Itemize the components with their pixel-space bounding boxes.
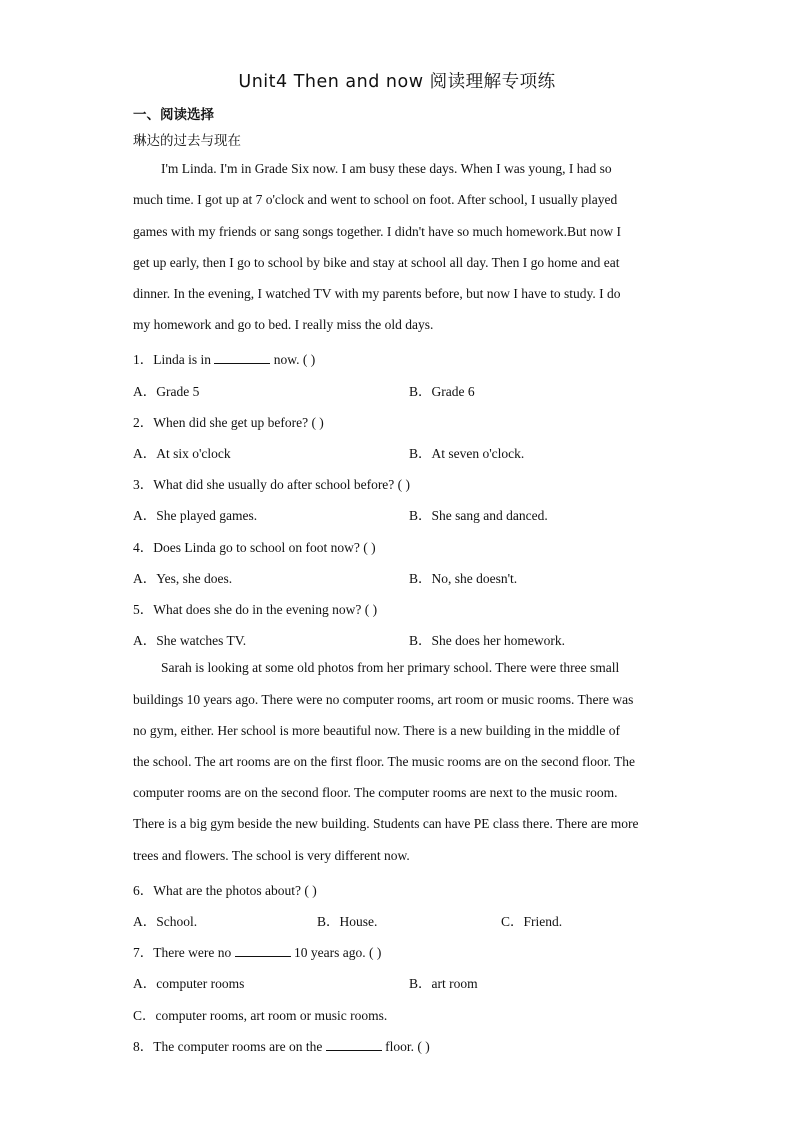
option-a: A．Yes, she does. — [133, 571, 233, 586]
option-b: B．She does her homework. — [409, 633, 565, 648]
question-1 — [133, 348, 315, 368]
page-title: Unit4 Then and now 阅读理解专项练 — [238, 72, 556, 92]
passage2-line: Sarah is looking at some old photos from her primary school. There were three small — [161, 660, 620, 675]
question-2: 2．When did she get up before? ( ) — [133, 415, 324, 430]
option-a: A．She watches TV. — [133, 633, 247, 648]
passage1-line: much time. I got up at 7 o'clock and went to school on foot. After school, I usually played — [133, 192, 618, 207]
option-a: A．computer rooms — [133, 976, 245, 991]
option-a: A．She played games. — [133, 508, 258, 523]
option-c: C．computer rooms, art room or music rooms. — [133, 1008, 388, 1023]
option-b: B．Grade 6 — [409, 384, 475, 399]
option-a: A．Grade 5 — [133, 384, 200, 399]
question-5: 5．What does she do in the evening now? ( ) — [133, 602, 378, 617]
answer-blank[interactable] — [326, 1038, 382, 1051]
question-stem: 7．There were no — [133, 945, 235, 960]
passage-title: 琳达的过去与现在 — [133, 133, 241, 149]
passage1-line: games with my friends or sang songs together. I didn't have so much homework.But now I — [133, 224, 621, 239]
passage2-line: the school. The art rooms are on the first floor. The music rooms are on the second floor. The — [133, 754, 636, 769]
answer-blank[interactable] — [235, 944, 291, 957]
option-c: C．Friend. — [501, 914, 563, 929]
option-a: A．At six o'clock — [133, 446, 231, 461]
question-stem: floor. ( ) — [381, 1039, 430, 1054]
passage1-line: my homework and go to bed. I really miss the old days. — [133, 317, 434, 332]
question-stem: now. ( ) — [270, 352, 316, 367]
question-stem: 8．The computer rooms are on the — [133, 1039, 326, 1054]
passage2-line: buildings 10 years ago. There were no computer rooms, art room or music rooms. There was — [133, 692, 634, 707]
option-b: B．art room — [409, 976, 478, 991]
passage1-line: dinner. In the evening, I watched TV with my parents before, but now I have to study. I do — [133, 286, 621, 301]
question-3: 3．What did she usually do after school before? ( ) — [133, 477, 411, 492]
option-b: B．At seven o'clock. — [409, 446, 525, 461]
passage2-line: There is a big gym beside the new building. Students can have PE class there. There are more — [133, 816, 639, 831]
option-a: A．School. — [133, 914, 198, 929]
option-b: B．House. — [317, 914, 378, 929]
option-b: B．No, she doesn't. — [409, 571, 518, 586]
answer-blank[interactable] — [214, 351, 270, 364]
passage2-line: no gym, either. Her school is more beautiful now. There is a new building in the middle of — [133, 723, 621, 738]
question-7 — [133, 941, 381, 961]
passage1-line: I'm Linda. I'm in Grade Six now. I am busy these days. When I was young, I had so — [161, 161, 612, 176]
question-4: 4．Does Linda go to school on foot now? ( ) — [133, 540, 376, 555]
question-stem: 10 years ago. ( ) — [290, 945, 382, 960]
section-heading: 一、阅读选择 — [133, 107, 214, 123]
passage2-line: trees and flowers. The school is very different now. — [133, 848, 410, 863]
passage2-line: computer rooms are on the second floor. The computer rooms are next to the music room. — [133, 785, 618, 800]
option-b: B．She sang and danced. — [409, 508, 548, 523]
question-8 — [133, 1035, 430, 1055]
question-6: 6．What are the photos about? ( ) — [133, 883, 317, 898]
question-stem: 1．Linda is in — [133, 352, 215, 367]
passage1-line: get up early, then I go to school by bike and stay at school all day. Then I go home and eat — [133, 255, 620, 270]
